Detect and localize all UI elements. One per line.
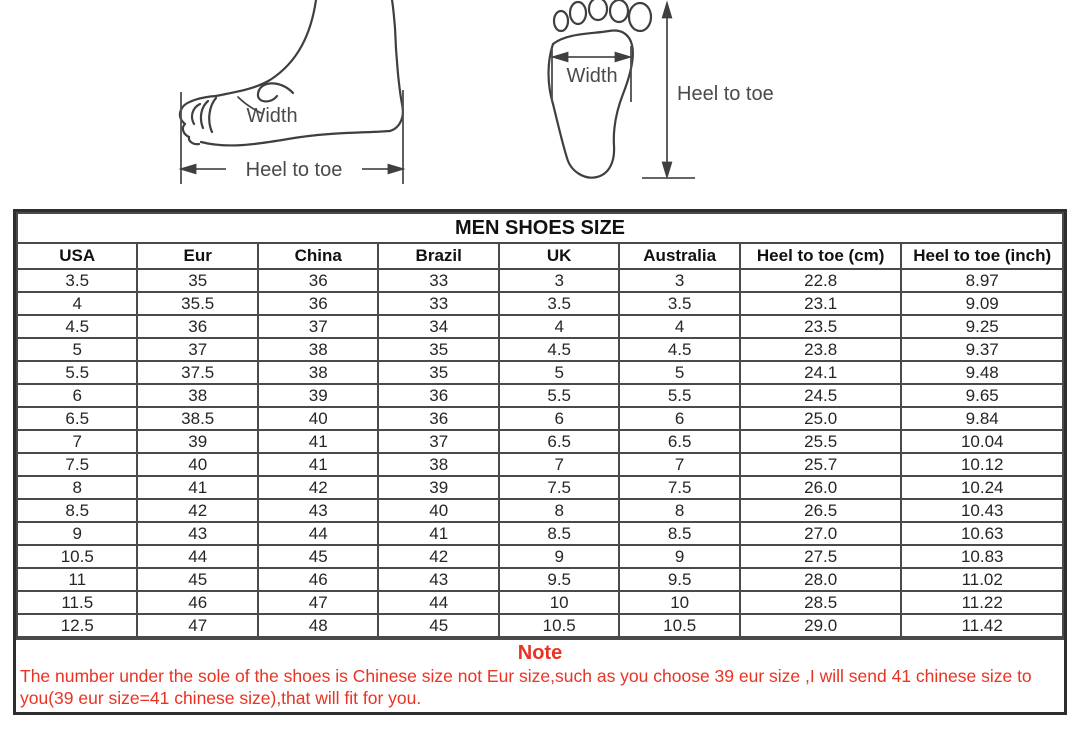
table-cell: 4: [499, 315, 619, 338]
table-header-row: [17, 243, 1063, 269]
table-cell: 8.5: [619, 522, 739, 545]
table-row: [17, 614, 1063, 637]
table-cell: 45: [258, 545, 378, 568]
table-cell: 41: [258, 453, 378, 476]
table-cell: 7.5: [619, 476, 739, 499]
table-cell: 36: [378, 407, 498, 430]
column-header: China: [258, 243, 378, 269]
table-cell: 41: [378, 522, 498, 545]
table-cell: 38: [378, 453, 498, 476]
table-cell: 7.5: [499, 476, 619, 499]
table-cell: 41: [137, 476, 257, 499]
table-cell: 5.5: [17, 361, 137, 384]
table-cell: 4.5: [619, 338, 739, 361]
table-cell: 11.42: [901, 614, 1063, 637]
table-cell: 9.48: [901, 361, 1063, 384]
table-cell: 9.84: [901, 407, 1063, 430]
table-cell: 34: [378, 315, 498, 338]
table-cell: 38.5: [137, 407, 257, 430]
table-row: [17, 430, 1063, 453]
column-header: Australia: [619, 243, 739, 269]
note-section: [16, 638, 1064, 712]
table-cell: 10.5: [619, 614, 739, 637]
table-cell: 38: [258, 361, 378, 384]
table-row: [17, 384, 1063, 407]
table-cell: 4: [619, 315, 739, 338]
table-cell: 10.83: [901, 545, 1063, 568]
table-cell: 39: [258, 384, 378, 407]
column-header: USA: [17, 243, 137, 269]
table-cell: 25.7: [740, 453, 902, 476]
sole-width-label: Width: [566, 65, 618, 87]
table-cell: 9.65: [901, 384, 1063, 407]
table-cell: 10.5: [499, 614, 619, 637]
table-cell: 10: [499, 591, 619, 614]
table-cell: 9: [17, 522, 137, 545]
table-cell: 9.09: [901, 292, 1063, 315]
table-cell: 44: [137, 545, 257, 568]
table-cell: 8: [499, 499, 619, 522]
table-cell: 10.12: [901, 453, 1063, 476]
table-row: [17, 315, 1063, 338]
table-cell: 42: [258, 476, 378, 499]
table-cell: 9.5: [499, 568, 619, 591]
table-cell: 29.0: [740, 614, 902, 637]
table-cell: 44: [258, 522, 378, 545]
measurement-diagrams: [0, 0, 1080, 208]
column-header: Heel to toe (cm): [740, 243, 902, 269]
table-cell: 40: [378, 499, 498, 522]
side-width-label: Width: [246, 105, 298, 127]
table-cell: 7: [619, 453, 739, 476]
table-cell: 35: [378, 361, 498, 384]
table-cell: 27.0: [740, 522, 902, 545]
table-cell: 40: [258, 407, 378, 430]
column-header: Brazil: [378, 243, 498, 269]
table-cell: 43: [258, 499, 378, 522]
table-cell: 35: [378, 338, 498, 361]
table-cell: 6: [619, 407, 739, 430]
table-cell: 36: [258, 269, 378, 292]
table-cell: 11.5: [17, 591, 137, 614]
table-cell: 11.22: [901, 591, 1063, 614]
table-cell: 9.25: [901, 315, 1063, 338]
table-title: MEN SHOES SIZE: [17, 213, 1063, 243]
table-cell: 10.24: [901, 476, 1063, 499]
table-cell: 9.5: [619, 568, 739, 591]
table-cell: 26.0: [740, 476, 902, 499]
table-cell: 6: [17, 384, 137, 407]
table-cell: 6.5: [499, 430, 619, 453]
table-cell: 8: [17, 476, 137, 499]
table-cell: 44: [378, 591, 498, 614]
foot-side-diagram: [158, 0, 428, 190]
table-cell: 47: [258, 591, 378, 614]
table-cell: 24.5: [740, 384, 902, 407]
table-row: [17, 545, 1063, 568]
table-row: [17, 476, 1063, 499]
table-cell: 3: [499, 269, 619, 292]
table-cell: 6.5: [619, 430, 739, 453]
table-cell: 9: [619, 545, 739, 568]
table-cell: 39: [137, 430, 257, 453]
table-cell: 43: [137, 522, 257, 545]
table-cell: 27.5: [740, 545, 902, 568]
table-cell: 5.5: [619, 384, 739, 407]
table-row: [17, 499, 1063, 522]
table-row: [17, 361, 1063, 384]
table-cell: 6: [499, 407, 619, 430]
table-cell: 36: [258, 292, 378, 315]
table-cell: 46: [258, 568, 378, 591]
table-cell: 8.5: [499, 522, 619, 545]
table-row: [17, 292, 1063, 315]
table-cell: 5.5: [499, 384, 619, 407]
table-cell: 10.63: [901, 522, 1063, 545]
table-cell: 5: [619, 361, 739, 384]
table-cell: 33: [378, 269, 498, 292]
sole-heel-to-toe-label: Heel to toe: [677, 83, 774, 105]
table-cell: 8.97: [901, 269, 1063, 292]
table-cell: 37.5: [137, 361, 257, 384]
table-cell: 36: [378, 384, 498, 407]
table-cell: 38: [137, 384, 257, 407]
table-cell: 22.8: [740, 269, 902, 292]
table-row: [17, 591, 1063, 614]
table-cell: 10.43: [901, 499, 1063, 522]
table-cell: 35: [137, 269, 257, 292]
table-cell: 39: [378, 476, 498, 499]
table-cell: 38: [258, 338, 378, 361]
table-row: [17, 453, 1063, 476]
table-cell: 28.0: [740, 568, 902, 591]
table-cell: 12.5: [17, 614, 137, 637]
table-cell: 42: [137, 499, 257, 522]
table-cell: 4.5: [17, 315, 137, 338]
table-cell: 37: [378, 430, 498, 453]
table-cell: 7: [17, 430, 137, 453]
table-cell: 6.5: [17, 407, 137, 430]
column-header: Eur: [137, 243, 257, 269]
table-row: [17, 269, 1063, 292]
table-cell: 37: [258, 315, 378, 338]
table-cell: 11: [17, 568, 137, 591]
table-cell: 41: [258, 430, 378, 453]
table-cell: 45: [378, 614, 498, 637]
table-cell: 10.04: [901, 430, 1063, 453]
table-cell: 3.5: [499, 292, 619, 315]
size-table-container: [13, 209, 1067, 715]
table-cell: 23.1: [740, 292, 902, 315]
table-cell: 47: [137, 614, 257, 637]
table-cell: 48: [258, 614, 378, 637]
table-cell: 9.37: [901, 338, 1063, 361]
column-header: UK: [499, 243, 619, 269]
table-cell: 3: [619, 269, 739, 292]
note-heading: Note: [517, 642, 563, 664]
table-cell: 3.5: [619, 292, 739, 315]
table-cell: 36: [137, 315, 257, 338]
table-cell: 43: [378, 568, 498, 591]
table-cell: 5: [17, 338, 137, 361]
table-cell: 7.5: [17, 453, 137, 476]
table-cell: 4: [17, 292, 137, 315]
table-cell: 3.5: [17, 269, 137, 292]
size-table: [16, 212, 1064, 638]
table-cell: 5: [499, 361, 619, 384]
note-text: The number under the sole of the shoes is Chinese size not Eur size,such as you choose 39 eur size ,I will send 41 chinese size to you(39 eur size=41 chinese size),that will fit for you.: [20, 666, 1032, 708]
table-cell: 4.5: [499, 338, 619, 361]
column-header: Heel to toe (inch): [901, 243, 1063, 269]
table-cell: 8.5: [17, 499, 137, 522]
table-cell: 24.1: [740, 361, 902, 384]
table-cell: 40: [137, 453, 257, 476]
table-cell: 23.5: [740, 315, 902, 338]
table-cell: 35.5: [137, 292, 257, 315]
table-cell: 46: [137, 591, 257, 614]
table-title-row: [17, 213, 1063, 243]
table-cell: 7: [499, 453, 619, 476]
table-cell: 25.5: [740, 430, 902, 453]
table-cell: 28.5: [740, 591, 902, 614]
side-heel-to-toe-label: Heel to toe: [245, 159, 343, 181]
table-row: [17, 568, 1063, 591]
table-cell: 23.8: [740, 338, 902, 361]
table-cell: 10: [619, 591, 739, 614]
table-row: [17, 338, 1063, 361]
table-cell: 11.02: [901, 568, 1063, 591]
table-cell: 25.0: [740, 407, 902, 430]
table-cell: 8: [619, 499, 739, 522]
table-cell: 26.5: [740, 499, 902, 522]
table-cell: 33: [378, 292, 498, 315]
table-cell: 45: [137, 568, 257, 591]
foot-sole-outline: [549, 0, 652, 178]
table-cell: 9: [499, 545, 619, 568]
table-cell: 42: [378, 545, 498, 568]
foot-sole-diagram: [540, 0, 790, 190]
table-row: [17, 407, 1063, 430]
table-cell: 10.5: [17, 545, 137, 568]
table-row: [17, 522, 1063, 545]
table-cell: 37: [137, 338, 257, 361]
